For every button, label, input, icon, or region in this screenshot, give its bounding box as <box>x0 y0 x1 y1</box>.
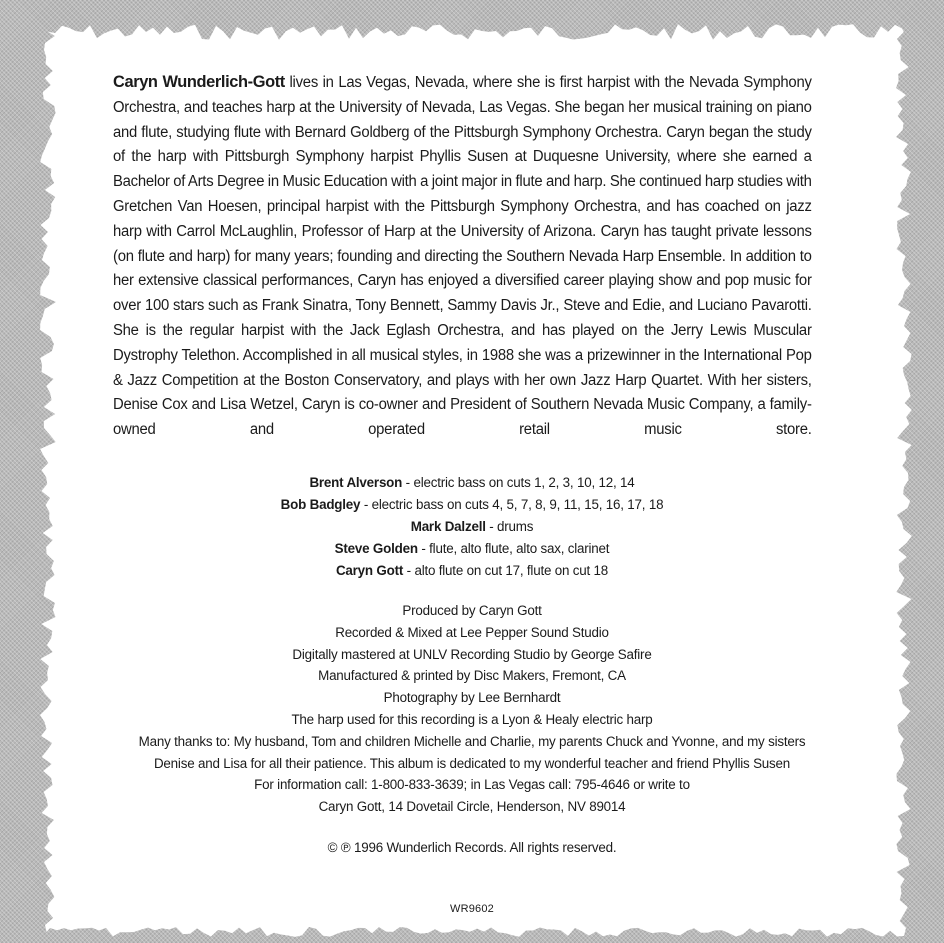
biography-text: lives in Las Vegas, Nevada, where she is first harpist with the Nevada Symphony Orchestra, and teaches harp at the University of Nevada, Las Vegas. She began her musical training on piano and flute, studying flute with Bernard Goldberg of the Pittsburgh Symphony Orchestra. Caryn began the study of the harp with Pittsburgh Symphony harpist Phyllis Susen at Duquesne University, where she earned a Bachelor of Arts Degree in Music Education with a joint major in flute and harp. She continued harp studies with Gretchen Van Hoesen, principal harpist with the Pittsburgh Symphony Orchestra, and has coached on jazz harp with Carrol McLaughlin, Professor of Harp at the University of Arizona. Caryn has taught private lessons (on flute and harp) for many years; founding and directing the Southern Nevada Harp Ensemble. In addition to her extensive classical performances, Caryn has enjoyed a diversified career playing show and pop music for over 100 stars such as Frank Sinatra, Tony Bennett, Sammy Davis Jr., Steve and Edie, and Luciano Pavarotti. She is the regular harpist with the Jack Eglash Orchestra, and has played on the Jerry Lewis Muscular Dystrophy Telethon. Accomplished in all musical styles, in 1988 she was a prizewinner in the International Pop & Jazz Competition at the Boston Conservatory, and plays with her own Jazz Harp Quartet. With her sisters, Denise Cox and Lisa Wetzel, Caryn is co-owner and President of Southern Nevada Music Company, a family-owned and operated retail music store. <box>113 74 812 439</box>
biography-paragraph <box>113 70 812 443</box>
musician-role: - flute, alto flute, alto sax, clarinet <box>417 541 610 556</box>
contact-phone-line: For information call: 1-800-833-3639; in Las Vegas call: 795-4646 or write to <box>254 777 690 793</box>
mastering-line: Digitally mastered at UNLV Recording Studio by George Safire <box>292 646 652 662</box>
photography-line: Photography by Lee Bernhardt <box>383 690 561 706</box>
credit-line <box>140 494 804 516</box>
musician-role: - drums <box>485 519 534 534</box>
manufacturer-line: Manufactured & printed by Disc Makers, Fremont, CA <box>318 668 626 684</box>
producer-line: Produced by Caryn Gott <box>402 603 542 618</box>
credit-line <box>140 538 804 560</box>
dedication-line: Denise and Lisa for all their patience. This album is dedicated to my wonderful teacher and friend Phyllis Susen <box>153 755 791 771</box>
musician-credits <box>140 472 804 582</box>
musician-role: - alto flute on cut 17, flute on cut 18 <box>403 563 609 578</box>
musician-name: Mark Dalzell <box>410 519 486 534</box>
musician-name: Brent Alverson <box>309 475 403 490</box>
credit-line <box>140 516 804 538</box>
musician-name: Steve Golden <box>334 541 418 556</box>
credit-line <box>140 560 804 582</box>
production-credits <box>90 600 854 818</box>
credit-line <box>140 472 804 494</box>
contact-address-line: Caryn Gott, 14 Dovetail Circle, Henderson, NV 89014 <box>318 799 626 815</box>
copyright-notice: © ℗ 1996 Wunderlich Records. All rights reserved. <box>327 840 617 855</box>
catalog-number: WR9602 <box>450 903 494 915</box>
musician-name: Caryn Gott <box>335 563 404 578</box>
harp-note-line: The harp used for this recording is a Lyon & Healy electric harp <box>291 711 653 727</box>
musician-role: - electric bass on cuts 4, 5, 7, 8, 9, 11, 15, 16, 17, 18 <box>360 497 664 512</box>
artist-name: Caryn Wunderlich-Gott <box>113 72 285 91</box>
musician-role: - electric bass on cuts 1, 2, 3, 10, 12, 14 <box>402 475 635 490</box>
recording-studio-line: Recorded & Mixed at Lee Pepper Sound Studio <box>335 624 609 640</box>
musician-name: Bob Badgley <box>280 497 361 512</box>
thanks-line: Many thanks to: My husband, Tom and children Michelle and Charlie, my parents Chuck and Yvonne, and my sisters <box>138 733 806 749</box>
